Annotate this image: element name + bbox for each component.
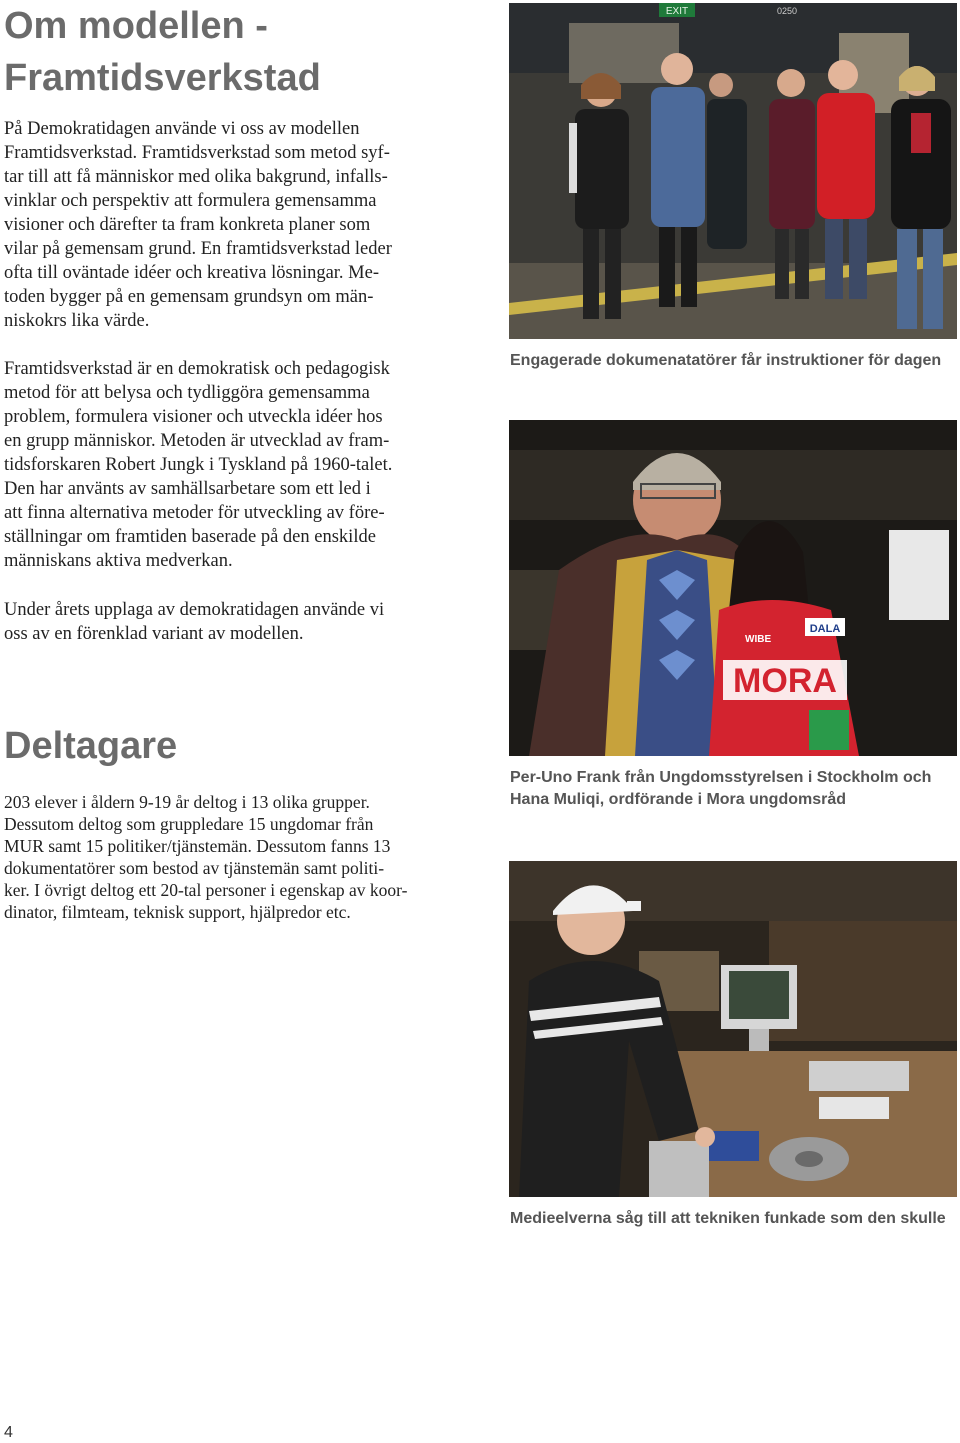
- text-line: metod för att belysa och tydliggöra gemensamma: [4, 383, 370, 403]
- text-line: toden bygger på en gemensam grundsyn om män-: [4, 287, 374, 307]
- page-number: 4: [4, 1424, 13, 1441]
- photo2-caption: [510, 767, 950, 811]
- text-line: På Demokratidagen använde vi oss av modellen: [4, 119, 360, 139]
- text-line: visioner och därefter ta fram konkreta planer som: [4, 215, 371, 235]
- text-line: Dessutom deltog som gruppledare 15 ungdomar från: [4, 814, 374, 834]
- section-heading-framtidsverkstad: [4, 0, 494, 104]
- text-line: tidsforskaren Robert Jungk i Tyskland på 1960-talet.: [4, 455, 393, 475]
- method-paragraph: [4, 357, 466, 573]
- text-line: vinklar och perspektiv att formulera gemensamma: [4, 191, 377, 211]
- text-line: dinator, filmteam, teknisk support, hjälpredor etc.: [4, 902, 351, 922]
- scoreboard-number: 0250: [777, 6, 798, 16]
- photo-media-students: [509, 861, 957, 1197]
- jersey-sponsor-wibe: WIBE: [745, 634, 772, 645]
- text-line: problem, formulera visioner och utveckla idéer hos: [4, 407, 383, 427]
- text-line: 203 elever i åldern 9-19 år deltog i 13 olika grupper.: [4, 792, 370, 812]
- variant-paragraph: [4, 598, 466, 646]
- text-line: en grupp människor. Metoden är utvecklad av fram-: [4, 431, 390, 451]
- text-line: ker. I övrigt deltog ett 20-tal personer i egenskap av koor-: [4, 880, 408, 900]
- section-heading-deltagare: Deltagare: [4, 725, 178, 767]
- text-line: oss av en förenklad variant av modellen.: [4, 624, 304, 644]
- text-line: tar till att få människor med olika bakgrund, infalls-: [4, 167, 388, 187]
- photo-per-uno-and-hana: [509, 420, 957, 756]
- text-line: Den har använts av samhällsarbetare som ett led i: [4, 479, 371, 499]
- photo-documenters-group: [509, 3, 957, 339]
- intro-paragraph: [4, 117, 466, 333]
- text-line: ofta till oväntade idéer och kreativa lösningar. Me-: [4, 263, 380, 283]
- text-line: människans aktiva medverkan.: [4, 551, 233, 571]
- photo1-caption: [510, 350, 950, 372]
- jersey-sponsor-dala: DALA: [809, 623, 841, 635]
- text-line: att finna alternativa metoder för utveckling av före-: [4, 503, 385, 523]
- text-line: Framtidsverkstad. Framtidsverkstad som metod syf-: [4, 143, 390, 163]
- text-line: ställningar om framtiden baserade på den enskilde: [4, 527, 376, 547]
- text-line: MUR samt 15 politiker/tjänstemän. Dessutom fanns 13: [4, 836, 391, 856]
- caption-line: Medieelverna såg till att tekniken funkade som den skulle: [510, 1210, 946, 1227]
- text-line: vilar på gemensam grund. En framtidsverkstad leder: [4, 239, 392, 259]
- exit-sign: EXIT: [665, 6, 689, 17]
- caption-line: Engagerade dokumenatatörer får instruktioner för dagen: [510, 352, 942, 369]
- text-line: Framtidsverkstad är en demokratisk och pedagogisk: [4, 359, 390, 379]
- caption-line: Per-Uno Frank från Ungdomsstyrelsen i Stockholm och: [510, 769, 932, 786]
- heading-line: Om modellen -: [4, 5, 268, 47]
- caption-line: Hana Muliqi, ordförande i Mora ungdomsråd: [510, 791, 847, 808]
- text-line: niskokrs lika värde.: [4, 311, 150, 331]
- heading-line: Framtidsverkstad: [4, 57, 321, 99]
- text-line: Under årets upplaga av demokratidagen använde vi: [4, 600, 385, 620]
- jersey-text: MORA: [733, 662, 837, 700]
- participants-paragraph: [4, 791, 466, 923]
- text-line: dokumentatörer som bestod av tjänstemän samt politi-: [4, 858, 385, 878]
- photo3-caption: [510, 1208, 950, 1230]
